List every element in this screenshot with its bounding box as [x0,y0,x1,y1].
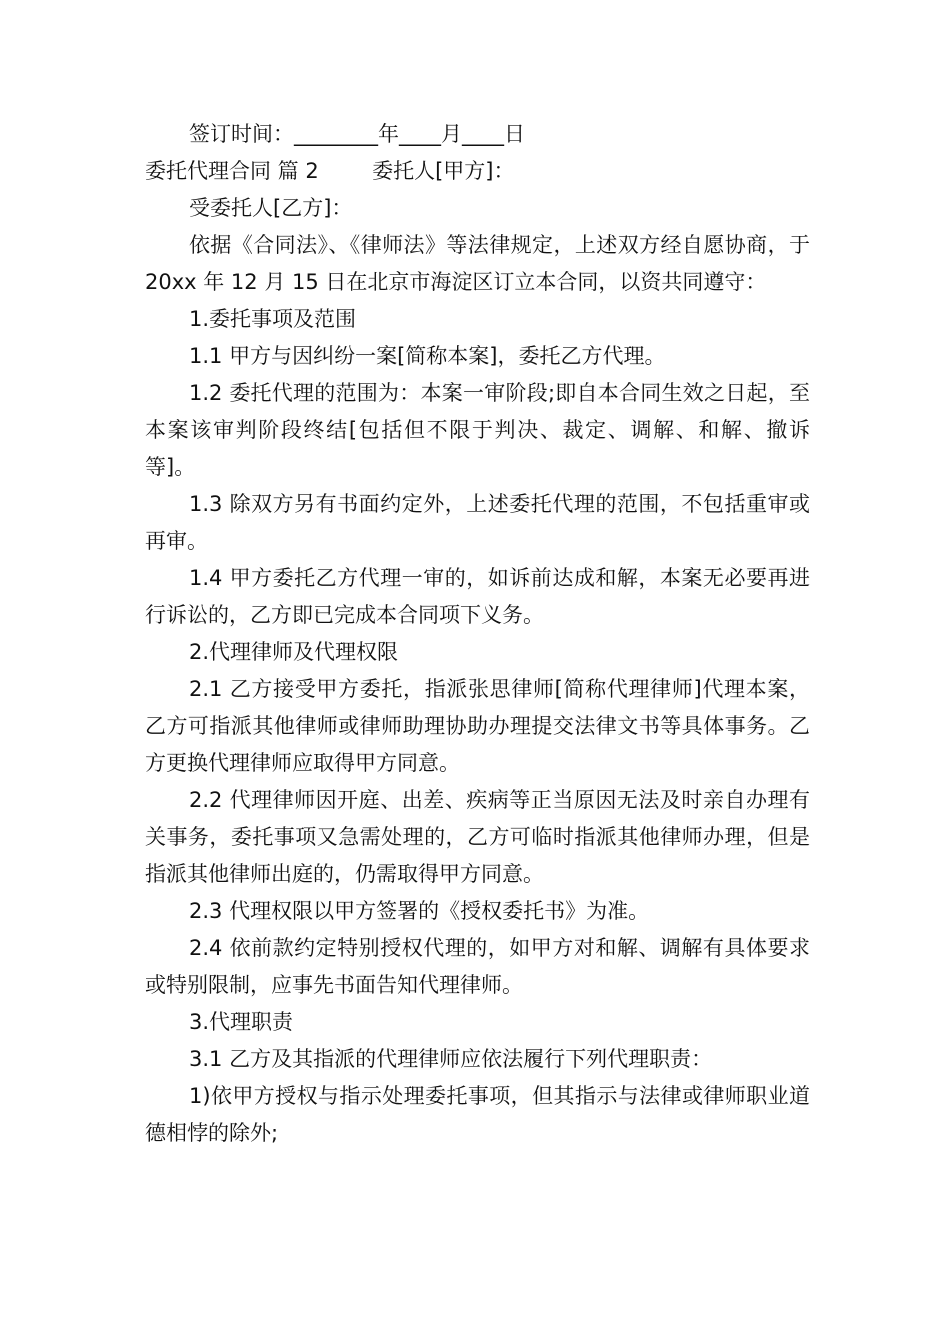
section-heading-1: 1.委托事项及范围 [189,307,357,331]
clause-1-4: 1.4 甲方委托乙方代理一审的，如诉前达成和解，本案无必要再进行诉讼的，乙方即已完成本合同项下义务。 [145,566,810,627]
preamble-paragraph: 依据《合同法》、《律师法》等法律规定，上述双方经自愿协商，于 20xx 年 12 月 15 日在北京市海淀区订立本合同，以资共同遵守： [145,233,817,294]
clause-2-1: 2.1 乙方接受甲方委托，指派张思律师[简称代理律师]代理本案，乙方可指派其他律师或律师助理协助办理提交法律文书等具体事务。乙方更换代理律师应取得甲方同意。 [145,677,810,775]
contract-title-2: 委托代理合同 篇 2 委托人[甲方]： [145,159,515,183]
sign-time-line: 签订时间：________年____月____日 [189,122,525,146]
clause-1-2: 1.2 委托代理的范围为：本案一审阶段;即自本合同生效之日起，至本案该审判阶段终结[包括但不限于判决、裁定、调解、和解、撤诉等]。 [145,381,810,479]
clause-2-3: 2.3 代理权限以甲方签署的《授权委托书》为准。 [189,899,650,923]
clause-2-4: 2.4 依前款约定特别授权代理的，如甲方对和解、调解有具体要求或特别限制，应事先书面告知代理律师。 [145,936,810,997]
party-b-line: 受委托人[乙方]： [189,196,353,220]
section-heading-3: 3.代理职责 [189,1010,294,1034]
document-page [145,116,817,1152]
clause-3-1-item-1: 1)依甲方授权与指示处理委托事项，但其指示与法律或律师职业道德相悖的除外; [145,1084,810,1145]
section-heading-2: 2.代理律师及代理权限 [189,640,399,664]
clause-1-1: 1.1 甲方与因纠纷一案[简称本案]，委托乙方代理。 [189,344,666,368]
clause-3-1: 3.1 乙方及其指派的代理律师应依法履行下列代理职责： [189,1047,713,1071]
clause-1-3: 1.3 除双方另有书面约定外，上述委托代理的范围，不包括重审或再审。 [145,492,810,553]
clause-2-2: 2.2 代理律师因开庭、出差、疾病等正当原因无法及时亲自办理有关事务，委托事项又急需处理的，乙方可临时指派其他律师办理，但是指派其他律师出庭的，仍需取得甲方同意。 [145,788,810,886]
